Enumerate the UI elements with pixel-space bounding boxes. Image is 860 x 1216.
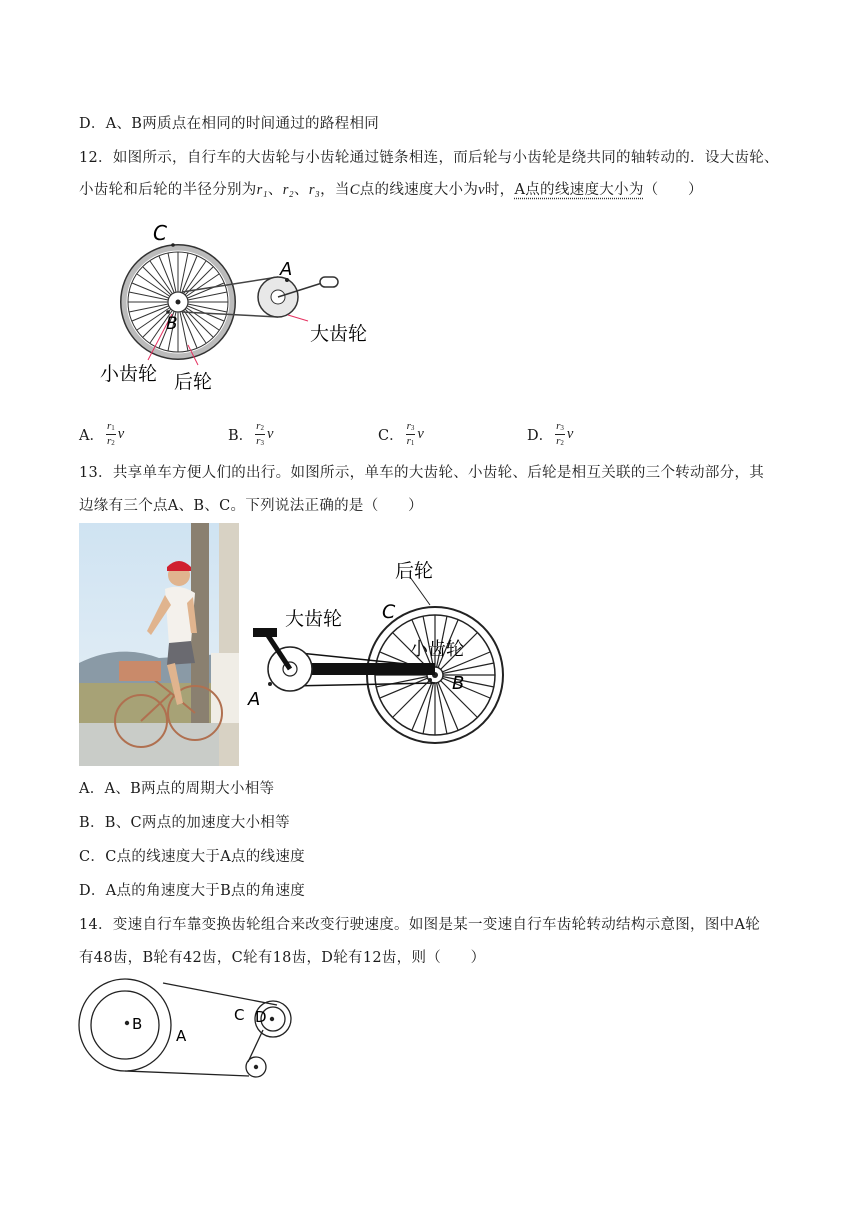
q13-option-c: C．C点的线速度大于A点的线速度 — [79, 849, 305, 865]
q14-label-d: D — [255, 1008, 267, 1026]
big-gear-pointer — [288, 315, 308, 321]
q12-stem-line1: 12．如图所示，自行车的大齿轮与小齿轮通过链条相连，而后轮与小齿轮是绕共同的轴转动的．设大齿轮、 — [79, 150, 779, 166]
cyclist-photo — [79, 523, 239, 766]
q14-stem-line1: 14．变速自行车靠变换齿轮组合来改变行驶速度。如图是某一变速自行车齿轮转动结构示意图，图中A轮 — [79, 917, 761, 933]
q13-label-c: C — [382, 601, 396, 623]
q13-label-rear-wheel: 后轮 — [395, 560, 434, 582]
emphasis-dotted: A点的线速度大小为 — [514, 182, 644, 198]
q11-option-d: D．A、B两质点在相同的时间通过的路程相同 — [79, 116, 380, 132]
label-rear-wheel: 后轮 — [174, 371, 213, 393]
chain-bottom — [125, 1071, 249, 1076]
gear-a-outer — [79, 979, 171, 1071]
label-a: A — [280, 259, 293, 280]
q14-gear-diagram — [75, 975, 305, 1085]
chain-top — [163, 983, 277, 1005]
q12-option-a: A． $\frac{r_1}{r_2}$ v — [79, 420, 125, 447]
q13-option-d: D．A点的角速度大于B点的角速度 — [79, 883, 306, 899]
q13-label-a: A — [248, 689, 261, 710]
q12-bicycle-diagram — [90, 215, 390, 400]
gear-b — [91, 991, 159, 1059]
q13-option-a: A．A、B两点的周期大小相等 — [79, 781, 275, 797]
rear-axle — [176, 300, 181, 305]
q13-label-b: B — [452, 673, 465, 694]
label-small-gear: 小齿轮 — [100, 363, 158, 385]
q13-stem-line2: 边缘有三个点A、B、C。下列说法正确的是（ ） — [79, 498, 423, 514]
q12-option-d: D． $\frac{r_3}{r_2}$ v — [527, 420, 574, 447]
q14-label-b: B — [132, 1015, 143, 1033]
q14-label-c: C — [234, 1006, 245, 1024]
q13-stem-line1: 13．共享单车方便人们的出行。如图所示，单车的大齿轮、小齿轮、后轮是相互关联的三个转动部分，其 — [79, 465, 765, 481]
q13-label-big-gear: 大齿轮 — [285, 608, 343, 630]
q14-label-a: A — [176, 1027, 187, 1045]
q13-option-b: B．B、C两点的加速度大小相等 — [79, 815, 290, 831]
q12-stem-line2: 小齿轮和后轮的半径分别为r₁、r₂、r₃，当C点的线速度大小为v时，A点的线速度大小为（ ） — [79, 182, 703, 198]
label-big-gear: 大齿轮 — [310, 323, 368, 345]
q12-option-b: B． $\frac{r_2}{r_3}$ v — [228, 420, 274, 447]
q12-option-c: C． $\frac{r_3}{r_1}$ v — [378, 420, 424, 447]
label-b: B — [166, 314, 178, 334]
q14-stem-line2: 有48齿，B轮有42齿，C轮有18齿，D轮有12齿，则（ ） — [79, 950, 486, 966]
q13-label-small-gear: 小齿轮 — [410, 639, 464, 660]
label-c: C — [153, 221, 167, 245]
q13-bicycle-diagram — [245, 555, 525, 770]
